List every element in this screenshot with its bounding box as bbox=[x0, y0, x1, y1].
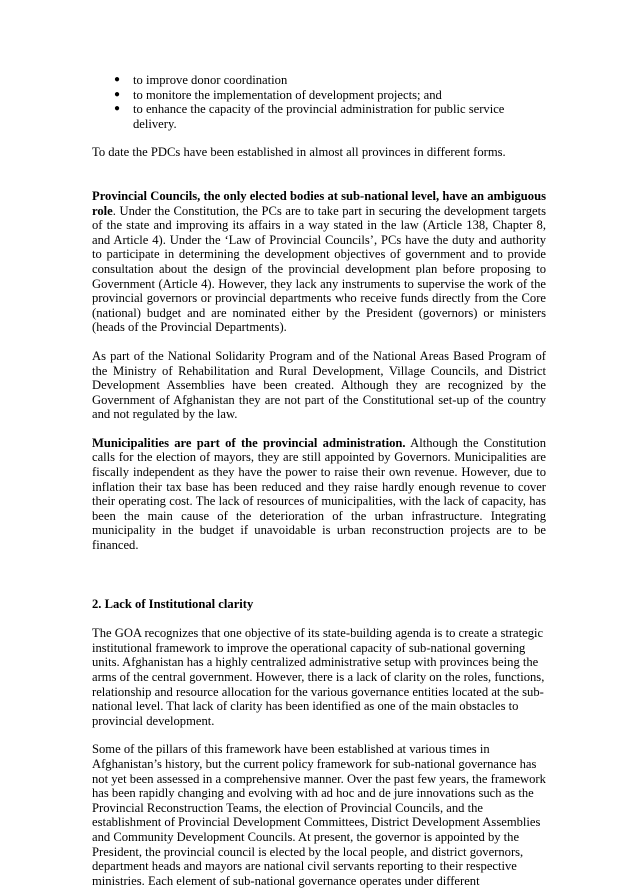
paragraph-national-solidarity: As part of the National Solidarity Program and of the National Areas Based Program of the Ministry of Rehabilitation and Rural Development, Village Councils, and District Development Assemblies have been created. Although they are recognized by the Government of Afghanistan they are not part of the Constitutional set-up of the country and not regulated by the law. bbox=[92, 348, 546, 422]
bullet-icon: ● bbox=[114, 88, 121, 100]
paragraph-provincial-councils bbox=[92, 189, 546, 335]
paragraph-pdcs: To date the PDCs have been established in almost all provinces in different forms. bbox=[92, 145, 506, 160]
objectives-bullet-list bbox=[92, 73, 546, 131]
paragraph-pillars: Some of the pillars of this framework have been established at various times in Afghanistan’s history, but the current policy framework for sub-national governance has not yet been assessed in a comprehensive manner. Over the past few years, the framework has been rapidly changing and evolving with ad hoc and de jure innovations such as the Provincial Reconstruction Teams, the election of Provincial Councils, and the establishment of Provincial Development Committees, District Development Assemblies and Community Development Councils. At present, the governor is appointed by the President, the provincial council is elected by the local people, and district governors, department heads and mayors are national civil servants reporting to their respective ministries. Each element of sub-national governance operates under different bbox=[92, 742, 546, 888]
bullet-item: ● to improve donor coordination bbox=[114, 73, 288, 87]
section-heading: 2. Lack of Institutional clarity bbox=[92, 596, 254, 611]
paragraph-body: . Under the Constitution, the PCs are to take part in securing the development targets of the state and improving its affairs in a way stated in the law (Article 138, Chapter 8, and Article 4). Under the ‘Law of Provincial Councils’, PCs have the duty and authority to participate in determining the development objectives of government and to provide consultation about the design of the provincial development plan before proposing to Government (Article 4). However, they lack any instruments to supervise the work of the provincial governors or provincial departments who receive funds directly from the Core (national) budget and are nominated either by the President (governors) or ministers (heads of the Provincial Departments). bbox=[92, 203, 546, 335]
page-content bbox=[92, 73, 546, 888]
paragraph-goa: The GOA recognizes that one objective of its state-building agenda is to create a strategic institutional framework to improve the operational capacity of sub-national governing units. Afghanistan has a highly centralized administrative setup with provinces being the arms of the central government. However, there is a lack of clarity on the roles, functions, relationship and resource allocation for the various governance entities located at the sub-national level. That lack of clarity has been identified as one of the main obstacles to provincial development. bbox=[92, 626, 545, 728]
paragraph-body: Although the Constitution calls for the election of mayors, they are still appointed by Governors. Municipalities are fiscally independent as they have the power to raise their own revenue. However, due to inflation their tax base has been reduced and they raise hardly enough revenue to cover their operating cost. The lack of resources of municipalities, with the lack of capacity, has been the main cause of the deterioration of the urban infrastructure. Integrating municipality in the budget if unavoidable is urban reconstruction projects are to be financed. bbox=[92, 435, 546, 553]
bullet-item: ● to enhance the capacity of the provincial administration for public service delivery. bbox=[114, 102, 505, 131]
bullet-item: ● to monitore the implementation of development projects; and bbox=[114, 87, 442, 102]
paragraph-lead-bold: Provincial Councils, the only elected bodies at sub-national level, have an ambiguous role bbox=[92, 188, 546, 218]
paragraph-municipalities bbox=[92, 436, 546, 553]
bullet-icon: ● bbox=[114, 103, 121, 115]
bullet-icon: ● bbox=[114, 74, 121, 85]
paragraph-lead-bold: Municipalities are part of the provincial administration. bbox=[92, 435, 406, 450]
